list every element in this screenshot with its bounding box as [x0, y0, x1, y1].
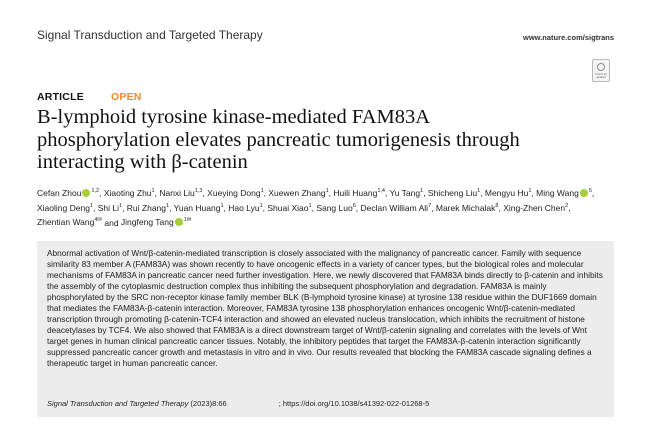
author-name[interactable]	[503, 203, 568, 213]
title-line: interacting with β-catenin	[37, 151, 248, 173]
orcid-icon[interactable]	[580, 189, 588, 197]
author-label: Sang Luo	[316, 202, 353, 213]
affiliation-sup: 1	[477, 188, 481, 194]
author-label: Hao Lyu	[228, 202, 260, 213]
author-name[interactable]	[485, 188, 532, 198]
affiliation-sup: 2	[565, 202, 569, 209]
affiliation-sup: 1	[220, 202, 224, 209]
author-label: Xiaoling Deng	[37, 202, 90, 213]
title-line: B-lymphoid tyrosine kinase-mediated FAM83A	[37, 106, 431, 128]
author-label: Cefan Zhou	[37, 187, 82, 198]
author-label: Jingfeng Tang	[120, 217, 174, 228]
author-name[interactable]	[121, 217, 191, 227]
affiliation-sup: 1✉	[183, 217, 192, 224]
author-name[interactable]	[159, 188, 202, 198]
author-name[interactable]	[207, 188, 263, 198]
author-name[interactable]	[536, 188, 592, 198]
author-label: Xiaoting Zhu	[103, 187, 152, 198]
author-label: Ming Wang	[536, 187, 579, 198]
author-label: Shicheng Liu	[427, 187, 478, 198]
journal-name: Signal Transduction and Targeted Therapy	[37, 28, 263, 42]
affiliation-sup: 1	[89, 202, 93, 209]
affiliation-sup: 1	[308, 202, 312, 209]
citation-doi[interactable]: ; https://doi.org/10.1038/s41392-022-01268-5	[278, 399, 430, 408]
author-label: Nanxi Liu	[159, 187, 195, 198]
author-name[interactable]	[361, 203, 432, 213]
citation-journal: Signal Transduction and Targeted Therapy	[47, 399, 189, 408]
author-label: Marek Michalak	[435, 202, 496, 213]
affiliation-sup: 1,3	[194, 188, 203, 194]
author-label: Huili Huang	[333, 187, 378, 198]
author-label: Zhentian Wang	[37, 217, 95, 228]
open-access-label: OPEN	[111, 91, 142, 103]
author-name[interactable]	[268, 188, 328, 198]
affiliation-sup: 1,2	[91, 188, 100, 194]
citation-volume: (2023)8:66	[188, 399, 227, 408]
affiliation-sup: 7	[428, 202, 432, 209]
author-name[interactable]	[333, 188, 385, 198]
affiliation-sup: 1	[420, 188, 424, 194]
affiliation-sup: 1	[259, 202, 263, 209]
author-label: Xing-Zhen Chen	[503, 202, 566, 213]
affiliation-sup: 1,4	[377, 188, 385, 194]
author-name[interactable]	[436, 203, 499, 213]
affiliation-sup: 1	[166, 202, 170, 209]
abstract-box	[37, 241, 614, 417]
affiliation-sup: 4✉	[94, 217, 103, 224]
affiliation-sup: 1	[528, 188, 532, 194]
author-label: Shi Li	[97, 202, 119, 213]
orcid-icon[interactable]	[175, 218, 183, 226]
author-name[interactable]	[267, 203, 311, 213]
author-label: Yu Tang	[389, 187, 421, 198]
citation	[47, 399, 429, 408]
article-type: ARTICLE	[37, 91, 84, 103]
abstract-text: Abnormal activation of Wnt/β-catenin-mediated transcription is closely associated with the malignancy of pancreatic cancer. Family with sequence similarity 83 member A (FAM83A) was shown recently to have oncogenic effects in a variety of cancer types, but the biological roles and molecular mechanisms of FAM83A in pancreatic cancer need further investigation. Here, we newly discovered that FAM83A binds directly to β-catenin and inhibits the assembly of the cytoplasmic destruction complex thus inhibiting the subsequent phosphorylation and degradation. FAM83A is mainly phosphorylated by the SRC non-receptor kinase family member BLK (B-lymphoid tyrosine kinase) at tyrosine 138 residue within the DUF1669 domain that mediates the FAM83A-β-catenin interaction. Moreover, FAM83A tyrosine 138 phosphorylation enhances oncogenic Wnt/β-catenin-mediated transcription through promoting β-catenin-TCF4 interaction and showed an elevated nucleus translocation, which inhibits the recruitment of histone deacetylases by TCF4. We also showed that FAM83A is a direct downstream target of Wnt/β-catenin signaling and correlates with the levels of Wnt target genes in human clinical pancreatic cancer tissues. Notably, the inhibitory peptides that target the FAM83A-β-catenin interaction significantly suppressed pancreatic cancer growth and metastasis in vitro and in vivo. Our results revealed that blocking the FAM83A cascade signaling defines a therapeutic target in human pancreatic cancer.	[47, 248, 603, 369]
author-name[interactable]	[390, 188, 424, 198]
affiliation-sup: 5	[588, 188, 592, 194]
author-name[interactable]	[127, 203, 169, 213]
author-label: Yuan Huang	[173, 202, 221, 213]
author-name[interactable]	[37, 203, 93, 213]
author-label: Rui Zhang	[126, 202, 167, 213]
author-name[interactable]	[428, 188, 480, 198]
orcid-icon[interactable]	[82, 189, 90, 197]
author-name[interactable]	[37, 217, 102, 227]
affiliation-sup: 8	[495, 202, 499, 209]
author-label: Xueying Dong	[207, 187, 261, 198]
check-updates-label: Check for updates	[595, 72, 607, 79]
title-line: phosphorylation elevates pancreatic tumorigenesis through	[37, 128, 520, 151]
author-label: Xuewen Zhang	[268, 187, 326, 198]
affiliation-sup: 1	[325, 188, 329, 194]
author-name[interactable]	[228, 203, 262, 213]
affiliation-sup: 1	[151, 188, 155, 194]
check-updates-icon	[597, 63, 605, 71]
author-name[interactable]	[98, 203, 122, 213]
author-name[interactable]	[104, 188, 155, 198]
author-name[interactable]	[37, 188, 99, 198]
author-name[interactable]	[316, 203, 355, 213]
affiliation-sup: 1	[260, 188, 264, 194]
journal-url[interactable]: www.nature.com/sigtrans	[523, 33, 614, 42]
author-label: Declan William Ali	[360, 202, 429, 213]
check-for-updates-badge[interactable]	[592, 59, 610, 82]
author-label: Shuai Xiao	[267, 202, 309, 213]
author-list: Cefan Zhou $^{1,2}$, Xiaoting Zhu$^1$, Nanxi Liu$^{1,3}$, Xueying Dong$^1$, Xuewen Zhang$^1$, Huili Huang$^{1,4}$, Yu Tang$^1$, Shicheng Liu$^1$, Mengyu Hu$^1$, Ming Wang $^5$, Xiaoling Deng$^1$, Shi Li$^1$, Rui Zhang$^1$, Yuan Huang$^1$, Hao Lyu$^1$, Shuai Xiao$^1$, Sang Luo$^6$, Declan William Ali$^7$, Marek Michalak$^8$, Xing-Zhen Chen$^2$, Zhentian Wang$^{4✉}$ and Jingfeng Tang $^{1✉}$	[37, 187, 595, 228]
author-label: Mengyu Hu	[484, 187, 529, 198]
author-name[interactable]	[174, 203, 224, 213]
affiliation-sup: 6	[352, 202, 356, 209]
article-title	[37, 106, 617, 174]
affiliation-sup: 1	[119, 202, 123, 209]
